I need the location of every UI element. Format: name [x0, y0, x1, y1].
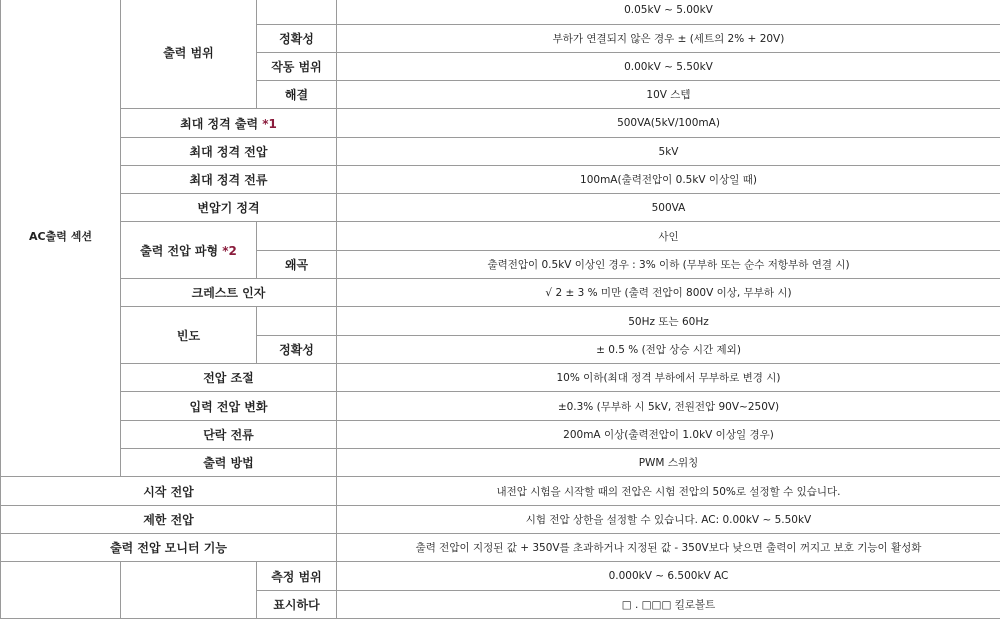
start-voltage-value: 내전압 시험을 시작할 때의 전압은 시험 전압의 50%로 설정할 수 있습니다. — [337, 477, 1000, 506]
ac-section-label: AC출력 섹션 — [1, 0, 121, 477]
distortion-value: 출력전압이 0.5kV 이상인 경우 : 3% 이하 (무부하 또는 순수 저항부하 연결 시) — [337, 251, 1000, 279]
measurement-range-value: 0.000kV ~ 6.500kV AC — [337, 562, 1000, 591]
measurement-range-label: 측정 범위 — [257, 562, 337, 591]
table-row — [1, 449, 1000, 477]
input-voltage-variation-label: 입력 전압 변화 — [121, 392, 337, 421]
output-accuracy-label: 정확성 — [257, 25, 337, 53]
table-row — [1, 222, 1000, 251]
output-method-value: PWM 스위칭 — [337, 449, 1000, 477]
footnote-marker: *1 — [262, 116, 277, 131]
max-rated-output-value: 500VA(5kV/100mA) — [337, 109, 1000, 138]
output-range-label: 출력 범위 — [121, 0, 257, 109]
table-row — [1, 138, 1000, 166]
input-voltage-variation-value: ±0.3% (무부하 시 5kV, 전원전압 90V~250V) — [337, 392, 1000, 421]
monitor-function-label: 출력 전압 모니터 기능 — [1, 534, 337, 562]
voltage-regulation-value: 10% 이하(최대 정격 부하에서 무부하로 변경 시) — [337, 364, 1000, 392]
max-rated-current-label: 최대 정격 전류 — [121, 166, 337, 194]
output-waveform-cell — [121, 222, 257, 279]
table-row — [1, 364, 1000, 392]
start-voltage-label: 시작 전압 — [1, 477, 337, 506]
table-row — [1, 166, 1000, 194]
output-waveform-label: 출력 전압 파형 — [140, 243, 219, 258]
empty-cell — [257, 222, 337, 251]
output-accuracy-value: 부하가 연결되지 않은 경우 ± (세트의 2% + 20V) — [337, 25, 1000, 53]
distortion-label: 왜곡 — [257, 251, 337, 279]
table-row — [1, 562, 1000, 591]
output-method-label: 출력 방법 — [121, 449, 337, 477]
table-row — [1, 534, 1000, 562]
operating-range-value: 0.00kV ~ 5.50kV — [337, 53, 1000, 81]
resolution-value: 10V 스텝 — [337, 81, 1000, 109]
max-rated-current-value: 100mA(출력전압이 0.5kV 이상일 때) — [337, 166, 1000, 194]
limit-voltage-value: 시험 전압 상한을 설정할 수 있습니다. AC: 0.00kV ~ 5.50kV — [337, 506, 1000, 534]
operating-range-label: 작동 범위 — [257, 53, 337, 81]
max-rated-voltage-value: 5kV — [337, 138, 1000, 166]
display-value: □ . □□□ 킬로볼트 — [337, 591, 1000, 619]
footnote-marker: *2 — [222, 243, 237, 258]
display-label: 표시하다 — [257, 591, 337, 619]
empty-cell — [257, 307, 337, 336]
table-row — [1, 279, 1000, 307]
frequency-accuracy-label: 정확성 — [257, 336, 337, 364]
frequency-accuracy-value: ± 0.5 % (전압 상승 시간 제외) — [337, 336, 1000, 364]
max-rated-output-cell — [121, 109, 337, 138]
frequency-value: 50Hz 또는 60Hz — [337, 307, 1000, 336]
crest-factor-label: 크레스트 인자 — [121, 279, 337, 307]
table-row — [1, 194, 1000, 222]
table-row — [1, 506, 1000, 534]
max-rated-voltage-label: 최대 정격 전압 — [121, 138, 337, 166]
resolution-label: 해결 — [257, 81, 337, 109]
empty-cell — [1, 562, 121, 619]
table-row — [1, 477, 1000, 506]
table-row — [1, 421, 1000, 449]
table-row — [1, 392, 1000, 421]
monitor-function-value: 출력 전압이 지정된 값 + 350V를 초과하거나 지정된 값 - 350V보다 낮으면 출력이 꺼지고 보호 기능이 활성화 — [337, 534, 1000, 562]
short-circuit-current-label: 단락 전류 — [121, 421, 337, 449]
limit-voltage-label: 제한 전압 — [1, 506, 337, 534]
table-row — [1, 0, 1000, 25]
voltage-regulation-label: 전압 조절 — [121, 364, 337, 392]
short-circuit-current-value: 200mA 이상(출력전압이 1.0kV 이상일 경우) — [337, 421, 1000, 449]
output-range-value: 0.05kV ~ 5.00kV — [337, 0, 1000, 25]
table-row — [1, 109, 1000, 138]
empty-cell — [121, 562, 257, 619]
empty-cell — [257, 0, 337, 25]
crest-factor-value: √ 2 ± 3 % 미만 (출력 전압이 800V 이상, 무부하 시) — [337, 279, 1000, 307]
max-rated-output-label: 최대 정격 출력 — [180, 116, 259, 131]
transformer-rating-value: 500VA — [337, 194, 1000, 222]
output-waveform-value: 사인 — [337, 222, 1000, 251]
frequency-label: 빈도 — [121, 307, 257, 364]
transformer-rating-label: 변압기 정격 — [121, 194, 337, 222]
table-row — [1, 307, 1000, 336]
